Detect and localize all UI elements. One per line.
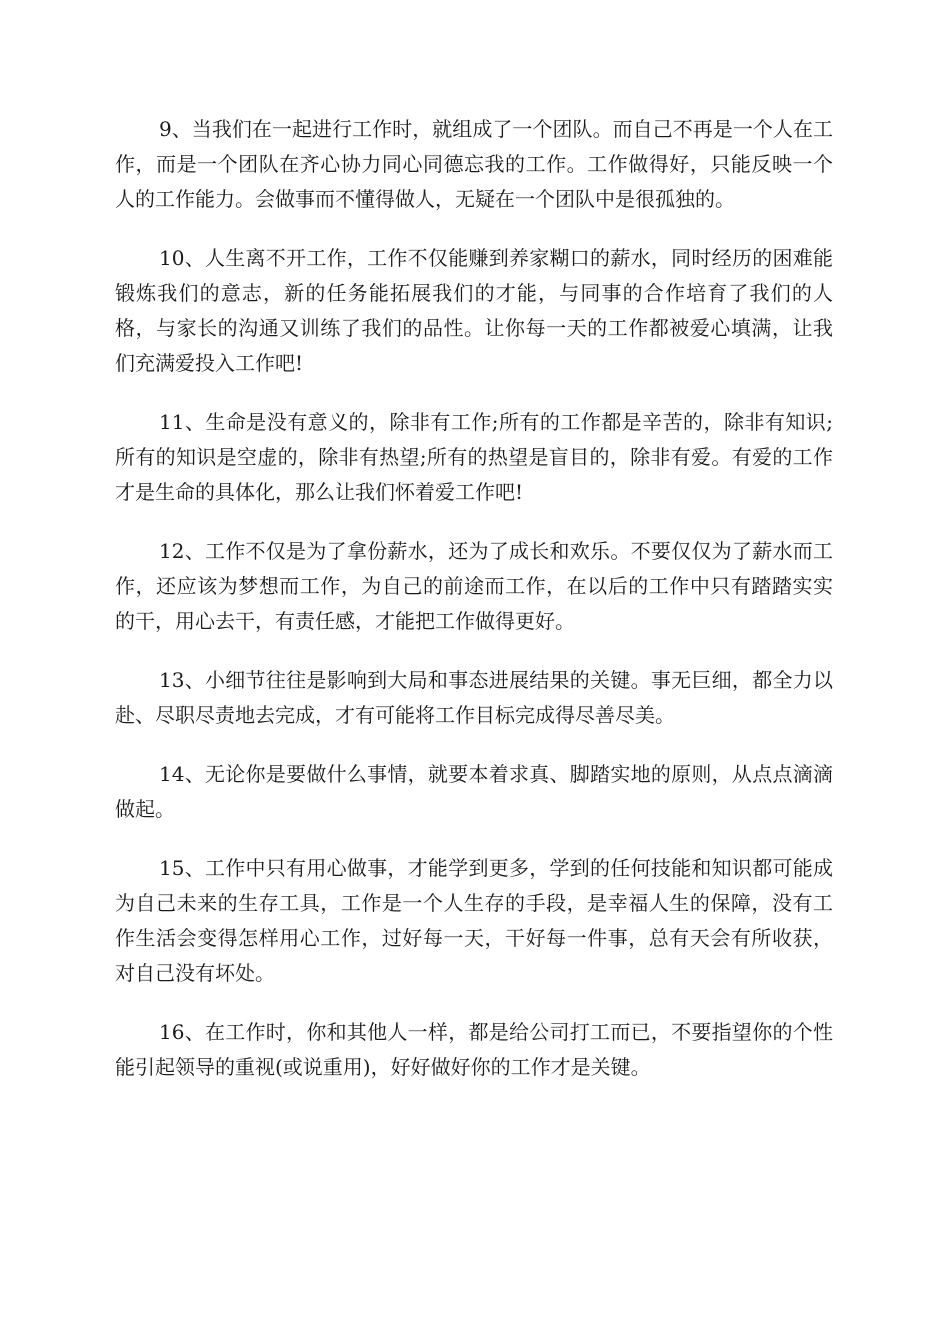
paragraph-15: 15、工作中只有用心做事，才能学到更多，学到的任何技能和知识都可能成为自己未来的生存工具，工作是一个人生存的手段，是幸福人生的保障，没有工作生活会变得怎样用心工作，过好每一天，干好每一件事，总有天会有所收获，对自己没有坏处。 [115,856,833,985]
paragraph-13: 13、小细节往往是影响到大局和事态进展结果的关键。事无巨细，都全力以赴、尽职尽责地去完成，才有可能将工作目标完成得尽善尽美。 [115,668,833,727]
paragraph-9: 9、当我们在一起进行工作时，就组成了一个团队。而自己不再是一个人在工作，而是一个团队在齐心协力同心同德忘我的工作。工作做得好，只能反映一个人的工作能力。会做事而不懂得做人，无疑在一个团队中是很孤独的。 [115,117,833,211]
paragraph-12: 12、工作不仅是为了拿份薪水，还为了成长和欢乐。不要仅仅为了薪水而工作，还应该为梦想而工作，为自己的前途而工作，在以后的工作中只有踏踏实实的干，用心去干，有责任感，才能把工作做得更好。 [115,539,833,633]
paragraph-16: 16、在工作时，你和其他人一样，都是给公司打工而已，不要指望你的个性能引起领导的重视(或说重用)，好好做好你的工作才是关键。 [115,1020,833,1079]
paragraph-14: 14、无论你是要做什么事情，就要本着求真、脚踏实地的原则，从点点滴滴做起。 [115,762,833,821]
document-body [115,112,833,1109]
paragraph-11: 11、生命是没有意义的，除非有工作;所有的工作都是辛苦的，除非有知识;所有的知识是空虚的，除非有热望;所有的热望是盲目的，除非有爱。有爱的工作才是生命的具体化，那么让我们怀着爱工作吧! [115,410,833,504]
paragraph-10: 10、人生离不开工作，工作不仅能赚到养家糊口的薪水，同时经历的困难能锻炼我们的意志，新的任务能拓展我们的才能，与同事的合作培育了我们的人格，与家长的沟通又训练了我们的品性。让你每一天的工作都被爱心填满，让我们充满爱投入工作吧! [115,246,833,375]
